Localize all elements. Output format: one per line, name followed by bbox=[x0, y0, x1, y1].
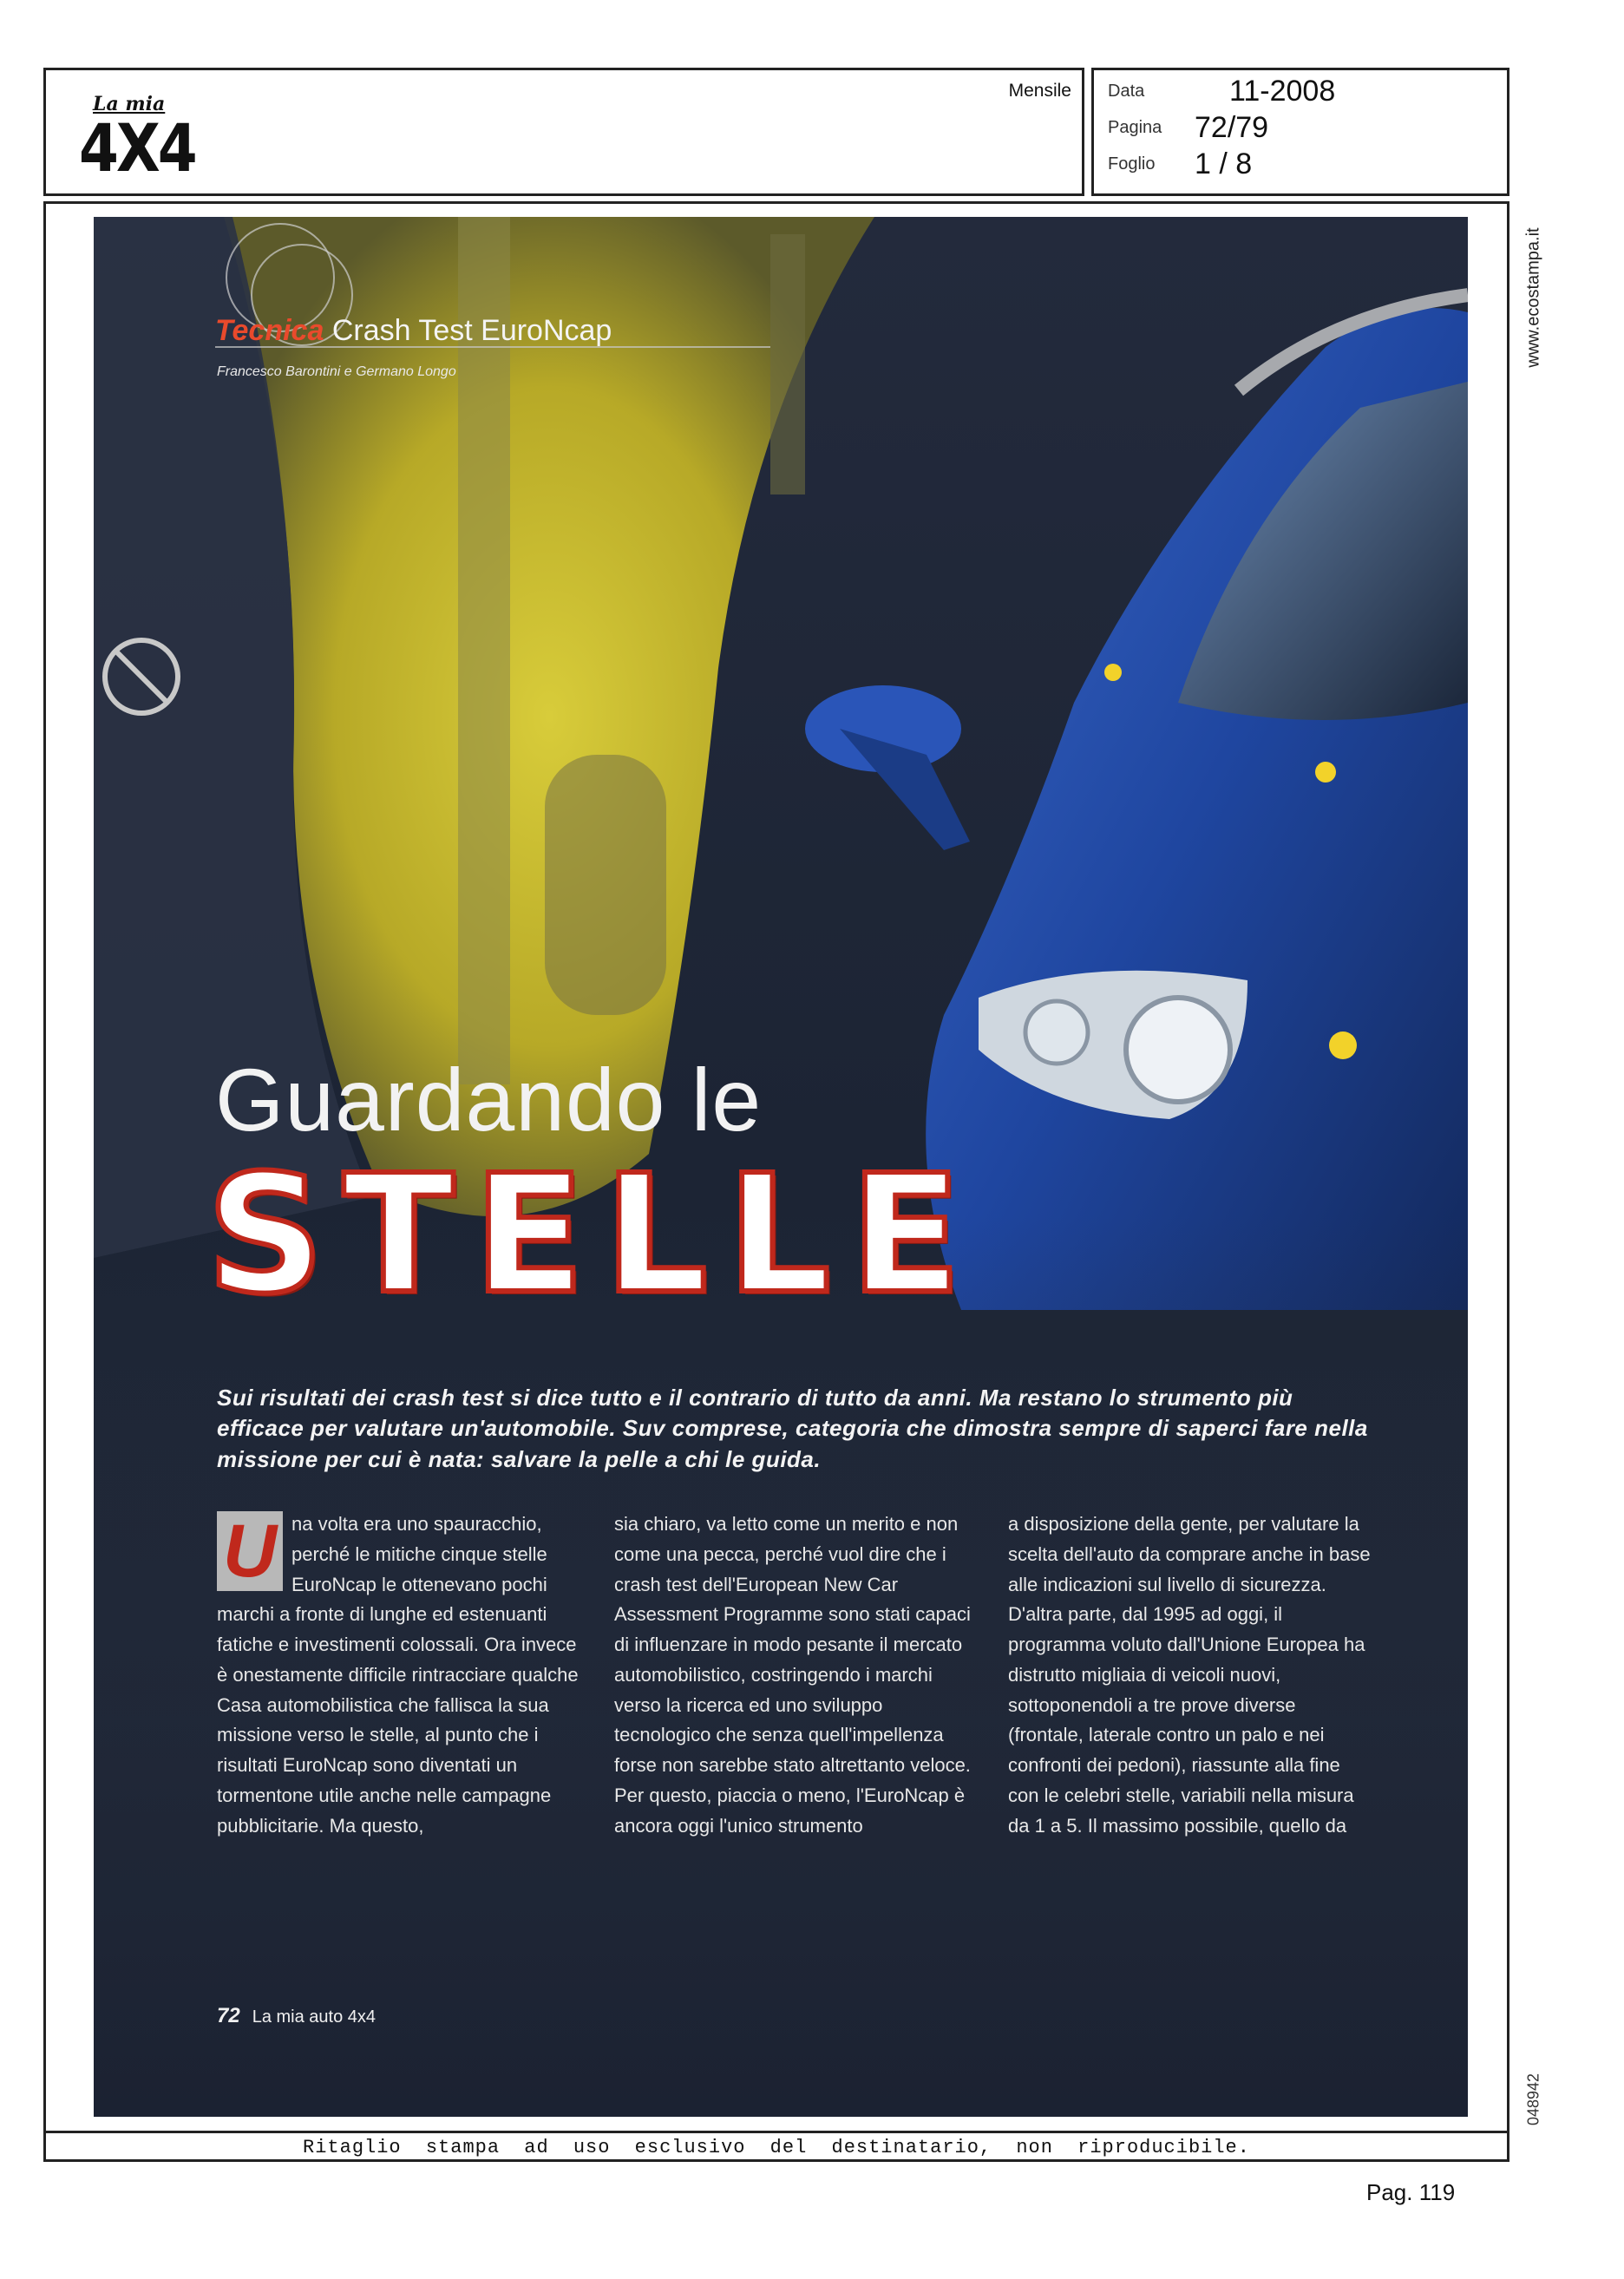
meta-label: Foglio bbox=[1108, 154, 1156, 174]
notice-text: Ritaglio stampa ad uso esclusivo del destinatario, non riproducibile. bbox=[303, 2137, 1250, 2158]
meta-value: 1 / 8 bbox=[1195, 147, 1253, 180]
meta-label: Data bbox=[1108, 81, 1145, 101]
page-indicator: Pag. 119 bbox=[1366, 2179, 1456, 2205]
meta-row-data bbox=[1108, 74, 1335, 108]
topic-label: Crash Test EuroNcap bbox=[331, 314, 612, 347]
meta-value: 11-2008 bbox=[1229, 74, 1336, 108]
drop-cap: U bbox=[217, 1511, 283, 1591]
magazine-name: La mia auto 4x4 bbox=[252, 2007, 377, 2027]
byline: Francesco Barontini e Germano Longo bbox=[217, 364, 456, 379]
text-column-3 bbox=[1008, 1510, 1372, 1841]
headline-line1: Guardando le bbox=[215, 1051, 763, 1149]
logo-big-text: 4X4 bbox=[79, 110, 195, 187]
text-column-1 bbox=[217, 1510, 581, 1841]
column-text: sia chiaro, va letto come un merito e non come una pecca, perché vuol dire che i crash test dell'European New Car Assessment Programme sono stati capaci di influenzare in modo pesante il mercato automobilistico, costringendo i marchi verso la ricerca ed uno sviluppo tecnologico che senza quell'impellenza forse non sarebbe stato altrettanto veloce. Per questo, piaccia o meno, l'EuroNcap è ancora oggi l'unico strumento bbox=[614, 1513, 971, 1837]
page-number: 72 bbox=[217, 2004, 240, 2027]
frequency-label: Mensile bbox=[1008, 81, 1071, 101]
header-left-box bbox=[43, 68, 1084, 196]
logo-small-text: La mia bbox=[93, 93, 166, 115]
page-footer bbox=[217, 2004, 376, 2028]
clipping-notice bbox=[43, 2131, 1509, 2162]
headline-line2: STELLE bbox=[206, 1140, 981, 1330]
meta-value: 72/79 bbox=[1195, 110, 1269, 144]
header-meta-box bbox=[1091, 68, 1509, 196]
meta-label: Pagina bbox=[1108, 117, 1162, 137]
section-label: Tecnica bbox=[215, 314, 324, 347]
side-code: 048942 bbox=[1524, 2073, 1542, 2126]
meta-row-pagina bbox=[1108, 110, 1268, 145]
lead-paragraph: Sui risultati dei crash test si dice tutto e il contrario di tutto da anni. Ma restano lo strumento più efficace per valutare un'automobile. Suv comprese, categoria che dimostra sempre di saperci fare nella missione per cui è nata: salvare la pelle a chi le guida. bbox=[217, 1385, 1368, 1472]
side-url: www.ecostampa.it bbox=[1523, 227, 1543, 368]
magazine-page bbox=[94, 217, 1468, 2117]
section-kicker bbox=[215, 314, 612, 348]
text-column-2 bbox=[614, 1510, 979, 1841]
column-text: na volta era uno spauracchio, perché le mitiche cinque stelle EuroNcap le ottenevano pochi marchi a fronte di lunghe ed estenuanti fatiche e investimenti colossali. Ora invece è onestamente difficile rintracciare qualche Casa automobilistica che fallisca la sua missione verso le stelle, al punto che i risultati EuroNcap sono diventati un tormentone utile anche nelle campagne pubblicitarie. Ma questo, bbox=[217, 1513, 579, 1837]
magazine-logo bbox=[79, 91, 195, 187]
meta-row-foglio bbox=[1108, 147, 1252, 181]
column-text: a disposizione della gente, per valutare la scelta dell'auto da comprare anche in base alle indicazioni sul livello di sicurezza. D'altra parte, dal 1995 ad oggi, il programma voluto dall'Unione Europea ha distrutto migliaia di veicoli nuovi, sottoponendoli a tre prove diverse (frontale, laterale contro un palo e nei confronti dei pedoni), riassunte alla fine con le celebri stelle, variabili nella misura da 1 a 5. Il massimo possibile, quello da bbox=[1008, 1513, 1371, 1837]
